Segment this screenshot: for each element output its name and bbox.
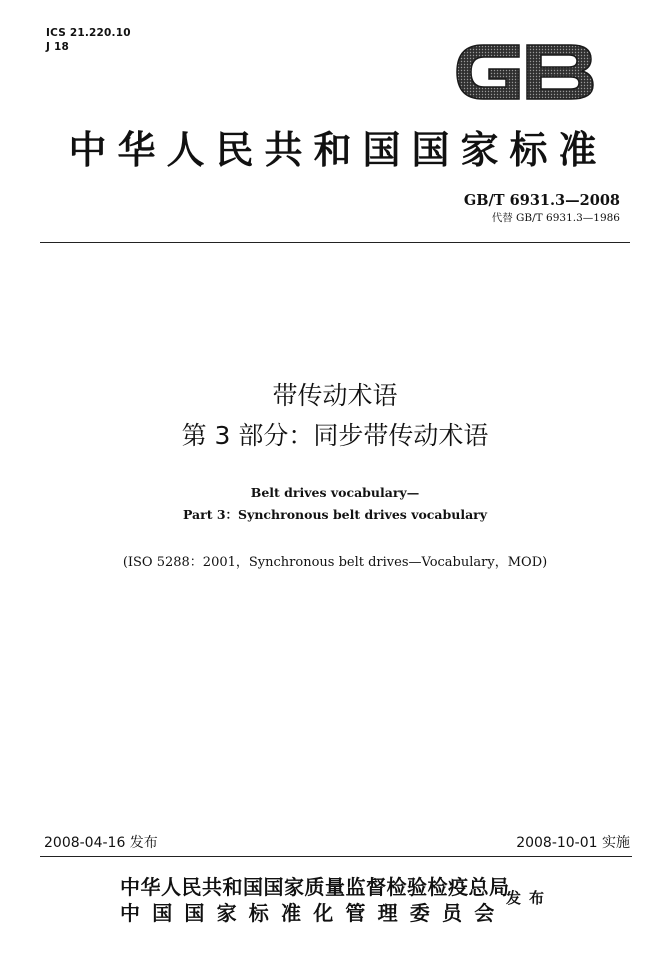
cn-title-main: 带传动术语 [272, 381, 398, 410]
en-title-main: Belt drives vocabulary— [250, 485, 420, 500]
iso-reference: (ISO 5288：2001，Synchronous belt drives—Vocabulary，MOD) [122, 555, 548, 570]
gb-logo-graphic [451, 39, 597, 105]
replaces-standard: 代替 GB/T 6931.3—1986 [491, 212, 620, 224]
cn-title-part: 第 3 部分：同步带传动术语 [181, 421, 489, 450]
header-divider [40, 242, 630, 243]
issue-date: 2008-04-16 发布 [44, 835, 158, 851]
footer-divider [40, 856, 632, 857]
ccs-code: J 18 [46, 41, 69, 53]
national-standard-title: 中华人民共和国国家标准 [68, 127, 608, 172]
publish-label: 发布 [506, 889, 553, 907]
issuer-aqsiq: 中华人民共和国国家质量监督检验检疫总局 [120, 875, 510, 899]
letter-g-shape [457, 45, 519, 99]
implementation-date: 2008-10-01 实施 [516, 835, 630, 851]
gb-logo [451, 39, 597, 105]
standard-number: GB/T 6931.3—2008 [463, 192, 620, 209]
en-title-part: Part 3：Synchronous belt drives vocabulary [182, 507, 488, 522]
issuer-sac: 中国国家标准化管理委员会 [120, 901, 507, 925]
letter-b-shape [527, 45, 593, 99]
ics-code: ICS 21.220.10 [46, 27, 131, 39]
